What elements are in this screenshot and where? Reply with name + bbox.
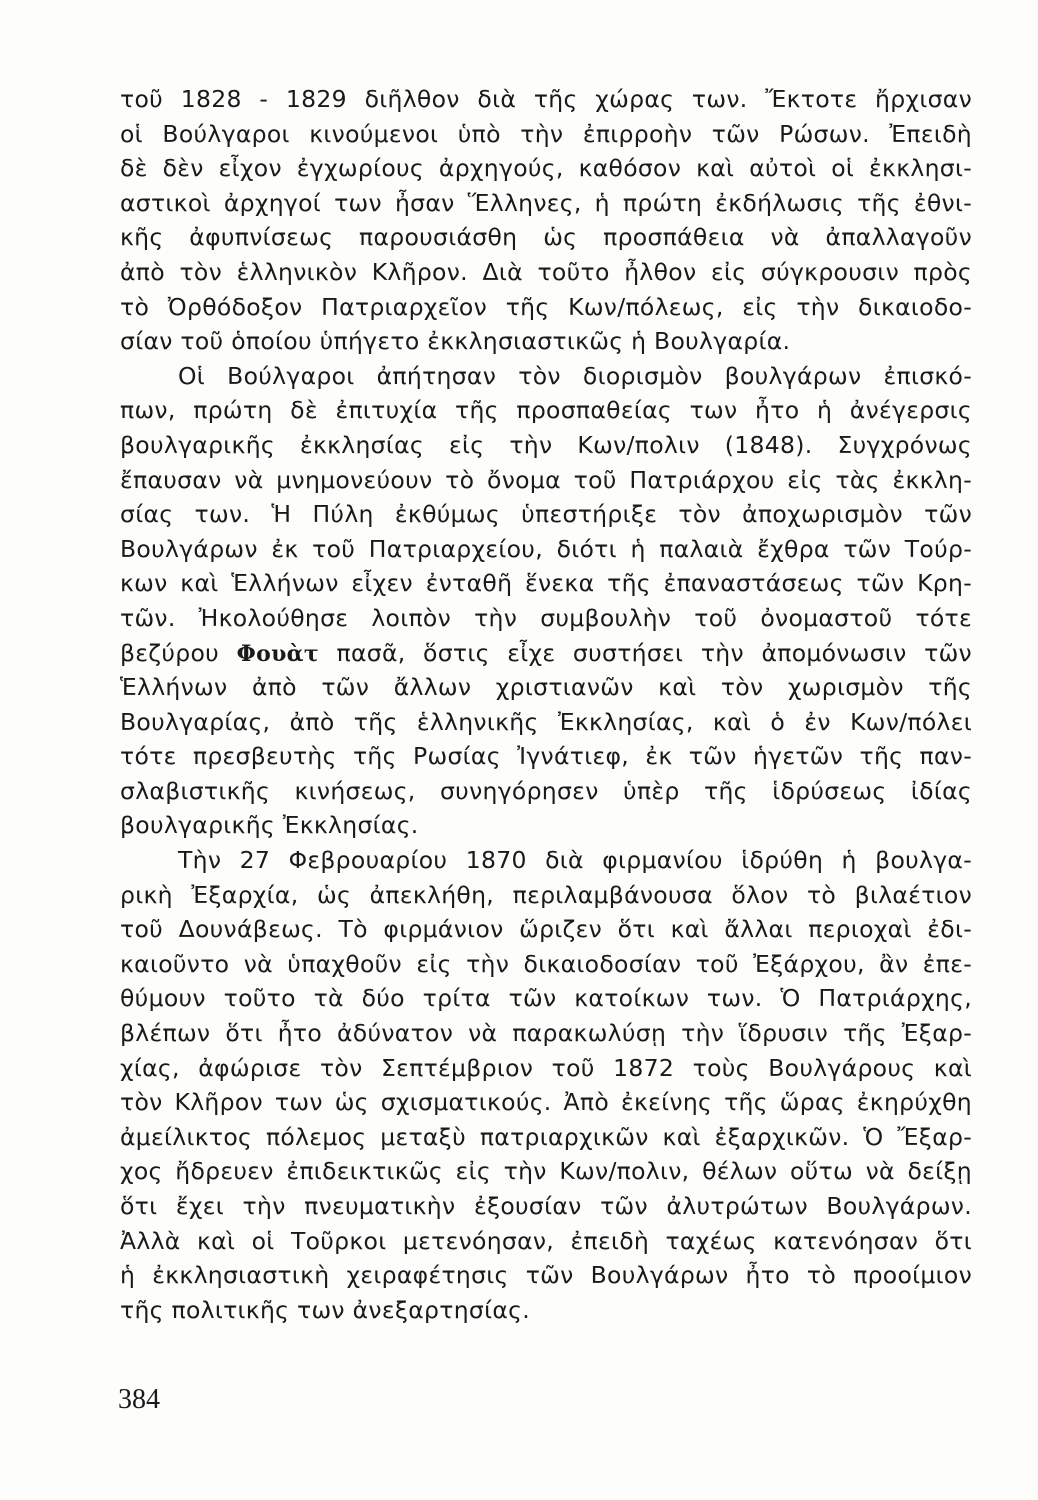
text-line: κῆς ἀφυπνίσεως παρουσιάσθη ὡς προσπάθεια νὰ ἀπαλλαγοῦν xyxy=(120,223,972,252)
text-line: βουλγαρικῆς ἐκκλησίας εἰς τὴν Κων/πολιν (1848). Συγχρόνως xyxy=(120,430,972,459)
text-line: οἱ Βούλγαροι κινούμενοι ὑπὸ τὴν ἐπιρροὴν τῶν Ρώσων. Ἐπειδὴ xyxy=(120,119,972,148)
text-line: ἀμείλικτος πόλεμος μεταξὺ πατριαρχικῶν καὶ ἐξαρχικῶν. Ὁ Ἔξαρ- xyxy=(120,1122,972,1151)
text-line-with-name xyxy=(120,636,972,671)
text-line: βουλγαρικῆς Ἐκκλησίας. xyxy=(120,811,419,840)
text-line: θύμουν τοῦτο τὰ δύο τρίτα τῶν κατοίκων των. Ὁ Πατριάρχης, xyxy=(120,984,972,1013)
text-line: Ἀλλὰ καὶ οἱ Τοῦρκοι μετενόησαν, ἐπειδὴ ταχέως κατενόησαν ὅτι xyxy=(120,1226,972,1255)
text-line: χος ἤδρευεν ἐπιδεικτικῶς εἰς τὴν Κων/πολιν, θέλων οὕτω νὰ δείξῃ xyxy=(120,1157,972,1186)
text-line: τότε πρεσβευτὴς τῆς Ρωσίας Ἰγνάτιεφ, ἐκ τῶν ἡγετῶν τῆς παν- xyxy=(120,742,972,771)
text-line: ὅτι ἔχει τὴν πνευματικὴν ἐξουσίαν τῶν ἀλυτρώτων Βουλγάρων. xyxy=(120,1192,972,1220)
text-line: βλέπων ὅτι ἦτο ἀδύνατον νὰ παρακωλύσῃ τὴν ἵδρυσιν τῆς Ἐξαρ- xyxy=(120,1019,972,1048)
line-start: βεζύρου xyxy=(120,638,220,667)
text-line: τῶν. Ἠκολούθησε λοιπὸν τὴν συμβουλὴν τοῦ ὀνομαστοῦ τότε xyxy=(120,603,972,632)
text-line: Ἑλλήνων ἀπὸ τῶν ἄλλων χριστιανῶν καὶ τὸν χωρισμὸν τῆς xyxy=(120,673,972,702)
text-line: χίας, ἀφώρισε τὸν Σεπτέμβριον τοῦ 1872 τοὺς Βουλγάρους καὶ xyxy=(120,1053,972,1082)
body-text xyxy=(120,82,972,1327)
text-line: αστικοὶ ἀρχηγοί των ἦσαν Ἕλληνες, ἡ πρώτη ἐκδήλωσις τῆς ἐθνι- xyxy=(120,188,972,217)
text-line: σλαβιστικῆς κινήσεως, συνηγόρησεν ὑπὲρ τῆς ἱδρύσεως ἰδίας xyxy=(120,776,972,805)
paragraph-start-line: Τὴν 27 Φεβρουαρίου 1870 διὰ φιρμανίου ἱδρύθη ἡ βουλγα- xyxy=(178,846,972,875)
page-number: 384 xyxy=(118,1384,160,1415)
text-line: ρικὴ Ἐξαρχία, ὡς ἀπεκλήθη, περιλαμβάνουσα ὅλον τὸ βιλαέτιον xyxy=(120,880,972,909)
text-line: ἔπαυσαν νὰ μνημονεύουν τὸ ὄνομα τοῦ Πατριάρχου εἰς τὰς ἐκκλη- xyxy=(120,465,972,494)
paragraph-start-line: Οἱ Βούλγαροι ἀπήτησαν τὸν διορισμὸν βουλγάρων ἐπισκό- xyxy=(178,361,972,390)
text-line: τὸ Ὀρθόδοξον Πατριαρχεῖον τῆς Κων/πόλεως, εἰς τὴν δικαιοδο- xyxy=(120,292,972,321)
text-line: τῆς πολιτικῆς των ἀνεξαρτησίας. xyxy=(120,1295,530,1324)
text-line: τοῦ Δουνάβεως. Τὸ φιρμάνιον ὥριζεν ὅτι καὶ ἄλλαι περιοχαὶ ἐδι- xyxy=(120,915,972,944)
text-line: κων καὶ Ἑλλήνων εἶχεν ἐνταθῆ ἕνεκα τῆς ἐπαναστάσεως τῶν Κρη- xyxy=(120,569,972,598)
line-end: πασᾶ, ὅστις εἶχε συστήσει τὴν ἀπομόνωσιν τῶν xyxy=(336,638,972,667)
text-line: δὲ δὲν εἶχον ἐγχωρίους ἀρχηγούς, καθόσον καὶ αὐτοὶ οἱ ἐκκλησι- xyxy=(120,154,972,183)
text-line: Βουλγάρων ἐκ τοῦ Πατριαρχείου, διότι ἡ παλαιὰ ἔχθρα τῶν Τούρ- xyxy=(120,534,972,563)
text-line: πων, πρώτη δὲ ἐπιτυχία τῆς προσπαθείας των ἦτο ἡ ἀνέγερσις xyxy=(120,396,972,425)
text-line: τοῦ 1828 - 1829 διῆλθον διὰ τῆς χώρας των. Ἔκτοτε ἤρχισαν xyxy=(120,85,972,113)
text-line: ἡ ἐκκλησιαστικὴ χειραφέτησις τῶν Βουλγάρων ἦτο τὸ προοίμιον xyxy=(120,1261,972,1290)
text-line: Βουλγαρίας, ἀπὸ τῆς ἑλληνικῆς Ἐκκλησίας, καὶ ὁ ἐν Κων/πόλει xyxy=(120,707,972,736)
text-line: καιοῦντο νὰ ὑπαχθοῦν εἰς τὴν δικαιοδοσίαν τοῦ Ἐξάρχου, ἂν ἐπε- xyxy=(120,949,972,978)
text-line: τὸν Κλῆρον των ὡς σχισματικούς. Ἀπὸ ἐκείνης τῆς ὥρας ἐκηρύχθη xyxy=(120,1088,972,1117)
bold-name: Φουὰτ xyxy=(236,640,319,667)
text-line: σίας των. Ἡ Πύλη ἐκθύμως ὑπεστήριξε τὸν ἀποχωρισμὸν τῶν xyxy=(120,500,972,529)
text-line: σίαν τοῦ ὁποίου ὑπήγετο ἐκκλησιαστικῶς ἡ Βουλγαρία. xyxy=(120,327,791,356)
text-line: ἀπὸ τὸν ἑλληνικὸν Κλῆρον. Διὰ τοῦτο ἦλθον εἰς σύγκρουσιν πρὸς xyxy=(120,257,972,286)
